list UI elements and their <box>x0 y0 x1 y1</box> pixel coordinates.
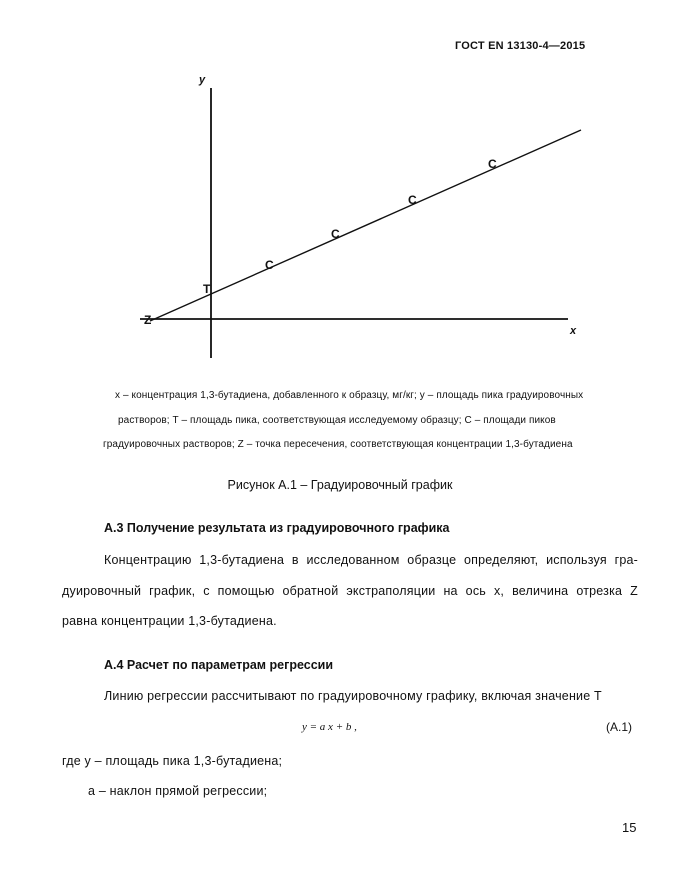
section-a4-title: А.4 Расчет по параметрам регрессии <box>104 658 334 672</box>
page-number: 15 <box>622 820 637 835</box>
regression-formula: y = a x + b , <box>302 721 357 733</box>
regression-line <box>150 130 581 321</box>
point-c-label: C <box>331 227 340 241</box>
point-c-label: C <box>488 157 497 171</box>
x-axis-label: x <box>570 325 577 337</box>
legend-line-3: градуировочных растворов; Z – точка пересечения, соответствующая концентрации 1,3-бутадиена <box>103 439 573 450</box>
point-c-label: C <box>408 193 417 207</box>
section-a3-title: А.3 Получение результата из градуировочного графика <box>104 521 450 535</box>
calibration-graph <box>0 0 680 370</box>
figure-caption: Рисунок А.1 – Градуировочный график <box>227 478 453 492</box>
formula-number: (А.1) <box>606 720 633 734</box>
y-axis-label: y <box>199 74 206 86</box>
document-header: ГОСТ EN 13130-4—2015 <box>455 40 586 52</box>
point-z-label: Z <box>144 313 152 327</box>
section-a3-line-3: равна концентрации 1,3-бутадиена. <box>62 614 277 628</box>
definition-y: где y – площадь пика 1,3-бутадиена; <box>62 754 283 768</box>
point-t-label: T <box>203 282 211 296</box>
section-a4-paragraph: Линию регрессии рассчитывают по градуировочному графику, включая значение T <box>104 689 602 703</box>
section-a3-line-1: Концентрацию 1,3-бутадиена в исследованном образце определяют, используя гра- <box>104 553 638 567</box>
legend-line-1: x – концентрация 1,3-бутадиена, добавленного к образцу, мг/кг; y – площадь пика градуировочных <box>115 390 584 401</box>
legend-line-2: растворов; T – площадь пика, соответствующая исследуемому образцу; C – площади пиков <box>118 415 556 426</box>
section-a3-line-2: дуировочный график, с помощью обратной экстраполяции на ось x, величина отрезка Z <box>62 584 638 598</box>
definition-a: a – наклон прямой регрессии; <box>88 784 268 798</box>
point-c-label: C <box>265 258 274 272</box>
